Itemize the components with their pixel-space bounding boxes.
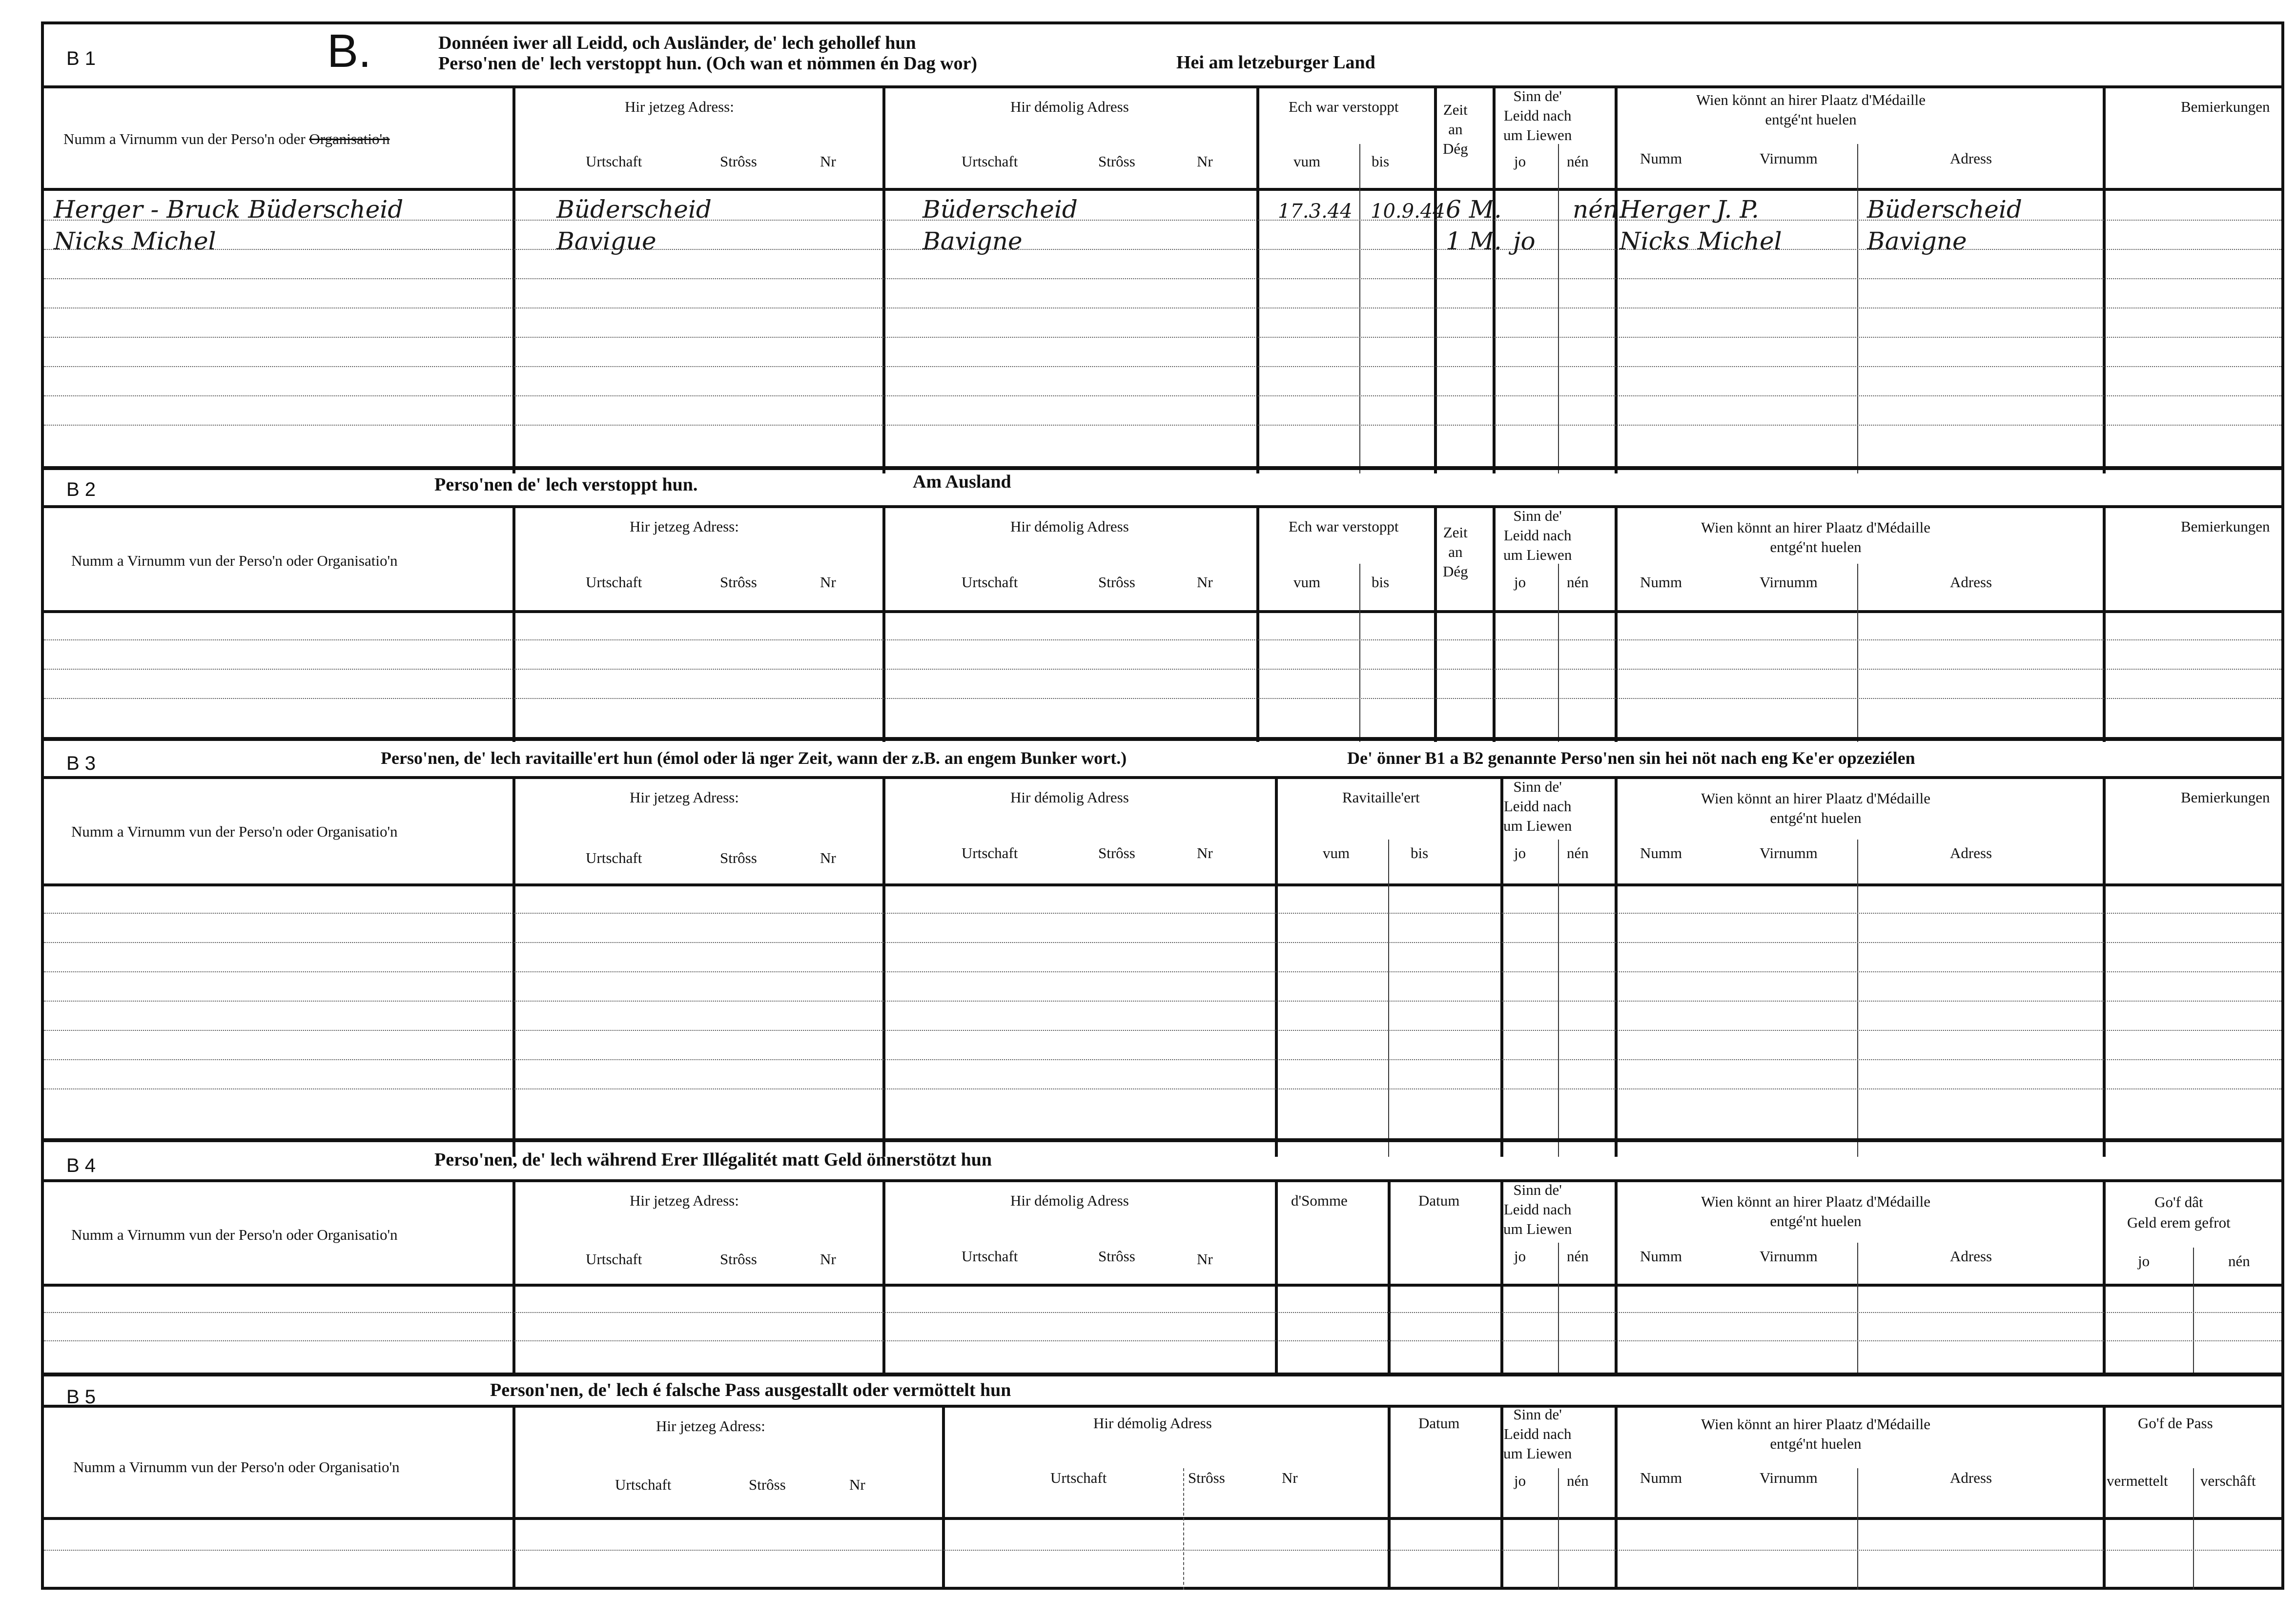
entry-name: Nicks Michel — [54, 227, 216, 255]
section-title: Perso'nen de' lech verstoppt hun. — [434, 474, 698, 495]
row-line — [44, 971, 2281, 972]
col-procured: verschâft — [2200, 1472, 2256, 1489]
col-nr: Nr — [1197, 574, 1213, 591]
col-nr: Nr — [820, 1251, 836, 1268]
col-line — [1493, 85, 1496, 473]
col-yes: jo — [2138, 1252, 2150, 1270]
row-line — [44, 698, 2281, 699]
col-street: Strôss — [1098, 574, 1135, 591]
section-title: Donnéen iwer all Leidd, och Ausländer, de' lech gehollef hun — [438, 33, 916, 53]
row-line — [44, 669, 2281, 670]
col-line — [2103, 1179, 2106, 1376]
col-current-address: Hir jetzeg Adress: — [656, 1417, 765, 1435]
col-date: Datum — [1418, 1415, 1460, 1432]
col-line — [1388, 1405, 1391, 1590]
col-m-name: Numm — [1640, 1248, 1682, 1265]
col-place: Urtschaft — [586, 1251, 642, 1268]
section-b4 — [44, 1142, 2281, 1376]
col-line — [1256, 505, 1259, 742]
col-name-header: Numm a Virnumm vun der Perso'n oder Organisatio'n — [71, 823, 398, 840]
divider — [1558, 188, 1559, 473]
col-no: nén — [1567, 1472, 1589, 1489]
col-yes: jo — [1514, 844, 1526, 862]
col-place: Urtschaft — [615, 1476, 672, 1493]
col-nr: Nr — [1197, 153, 1213, 170]
col-line — [1388, 1179, 1391, 1376]
col-days: Zeit an Dég — [1443, 524, 1468, 580]
col-line — [1256, 85, 1259, 473]
section-label: B 2 — [66, 479, 96, 500]
col-line — [1500, 1179, 1503, 1376]
col-line — [512, 85, 515, 473]
col-nr: Nr — [1282, 1469, 1298, 1486]
col-place: Urtschaft — [586, 849, 642, 866]
divider — [1558, 564, 1559, 742]
col-date: Datum — [1418, 1192, 1460, 1209]
col-to: bis — [1372, 574, 1390, 591]
row-line — [44, 1030, 2281, 1031]
section-b3 — [44, 742, 2281, 1157]
col-street: Strôss — [720, 849, 757, 866]
col-nr: Nr — [820, 574, 836, 591]
col-nr: Nr — [820, 849, 836, 866]
col-line — [1275, 776, 1278, 1157]
col-no: nén — [1567, 844, 1589, 862]
col-street: Strôss — [749, 1476, 786, 1493]
col-m-first: Virnumm — [1760, 574, 1818, 591]
col-remarks: Bemierkungen — [2181, 518, 2270, 535]
col-mediated: vermettelt — [2107, 1472, 2168, 1489]
col-alive: Sinn de' Leidd nach um Liewen — [1503, 1181, 1572, 1237]
col-line — [512, 1179, 515, 1376]
divider — [1857, 840, 1858, 1157]
col-name-header: Numm a Virnumm vun der Perso'n oder Organisatio'n — [71, 552, 398, 569]
section-header-b3 — [44, 742, 2281, 779]
col-to: bis — [1372, 153, 1390, 170]
row-line — [44, 1059, 2281, 1060]
col-line — [1500, 776, 1503, 1157]
col-line — [882, 505, 885, 742]
row-line — [44, 337, 2281, 338]
col-m-first: Virnumm — [1760, 1469, 1818, 1486]
col-m-address: Adress — [1950, 574, 1992, 591]
col-line — [882, 776, 885, 1157]
divider — [1857, 188, 1858, 473]
entry-from: 17.3.44 — [1278, 200, 1353, 223]
col-sum: d'Somme — [1291, 1192, 1348, 1209]
col-medal: Wien könnt an hirer Plaatz d'Médaille entgé'nt huelen — [1701, 1193, 1931, 1230]
entry-days: 1 M. — [1446, 227, 1502, 255]
col-former-address: Hir démolig Adress — [1010, 789, 1129, 806]
col-former-address: Hir démolig Adress — [1010, 518, 1129, 535]
entry-current-place: Büderscheid — [556, 195, 712, 224]
row-line — [44, 913, 2281, 914]
col-street: Strôss — [720, 574, 757, 591]
col-m-name: Numm — [1640, 574, 1682, 591]
section-label: B 3 — [66, 753, 96, 774]
col-place: Urtschaft — [1050, 1469, 1107, 1486]
section-header-b2 — [44, 466, 2281, 508]
row-line — [44, 395, 2281, 396]
col-remarks: Bemierkungen — [2181, 98, 2270, 115]
col-alive: Sinn de' Leidd nach um Liewen — [1503, 778, 1572, 834]
section-end — [44, 1138, 2281, 1142]
col-alive: Sinn de' Leidd nach um Liewen — [1503, 87, 1572, 144]
col-former-address: Hir démolig Adress — [1010, 1192, 1129, 1209]
section-subtitle: Perso'nen de' lech verstoppt hun. (Och wan et nömmen én Dag wor) — [438, 53, 978, 74]
col-no: nén — [2228, 1252, 2250, 1270]
divider — [1857, 1468, 1858, 1590]
col-line — [882, 85, 885, 473]
col-current-address: Hir jetzeg Adress: — [630, 1192, 739, 1209]
entry-former-place: Büderscheid — [922, 195, 1078, 224]
row-line — [44, 942, 2281, 943]
entry-current-place: Bavigue — [556, 227, 656, 255]
col-medal: Wien könnt an hirer Plaatz d'Médaille entgé'nt huelen — [1696, 91, 1926, 128]
col-m-first: Virnumm — [1760, 150, 1818, 167]
col-nr: Nr — [849, 1476, 865, 1493]
row-line — [44, 1550, 2281, 1551]
columns — [44, 1405, 2281, 1590]
divider — [1558, 1243, 1559, 1376]
entry-yes: jo — [1513, 227, 1536, 255]
section-end — [44, 737, 2281, 741]
row-line — [44, 425, 2281, 426]
divider — [2193, 1468, 2194, 1590]
divider — [1359, 564, 1360, 742]
col-days: Zeit an Dég — [1443, 101, 1468, 157]
entry-medal-name: Nicks Michel — [1620, 227, 1782, 255]
col-from: vum — [1323, 844, 1350, 862]
divider — [1388, 840, 1389, 1157]
col-m-address: Adress — [1950, 844, 1992, 862]
col-name-header: Numm a Virnumm vun der Perso'n oder Organisatio'n — [63, 130, 390, 147]
col-money-given: Go'f dât Geld erem gefrot — [2127, 1193, 2231, 1231]
columns — [44, 85, 2281, 473]
section-title-b: De' önner B1 a B2 genannte Perso'nen sin hei nöt nach eng Ke'er opzeziélen — [1347, 748, 1915, 768]
col-remarks: Bemierkungen — [2181, 789, 2270, 806]
col-place: Urtschaft — [586, 574, 642, 591]
divider — [1558, 840, 1559, 1157]
divider — [1359, 188, 1360, 473]
col-place: Urtschaft — [962, 574, 1018, 591]
section-title-b: Am Ausland — [913, 472, 1011, 492]
col-no: nén — [1567, 1248, 1589, 1265]
col-line — [1434, 505, 1437, 742]
col-m-name: Numm — [1640, 844, 1682, 862]
col-to: bis — [1411, 844, 1429, 862]
col-m-first: Virnumm — [1760, 844, 1818, 862]
col-line — [882, 1179, 885, 1376]
col-nr: Nr — [1197, 844, 1213, 862]
col-current-address: Hir jetzeg Adress: — [630, 789, 739, 806]
col-current-address: Hir jetzeg Adress: — [625, 98, 734, 115]
col-m-name: Numm — [1640, 150, 1682, 167]
col-current-address: Hir jetzeg Adress: — [630, 518, 739, 535]
entry-former-place: Bavigne — [922, 227, 1023, 255]
row-line — [44, 1088, 2281, 1089]
col-street: Strôss — [1188, 1469, 1225, 1486]
col-line — [2103, 85, 2106, 473]
col-from: vum — [1293, 153, 1321, 170]
columns — [44, 505, 2281, 742]
col-former-address: Hir démolig Adress — [1093, 1415, 1212, 1432]
section-title: Perso'nen, de' lech während Erer Illégalitét matt Geld önnerstötzt hun — [434, 1149, 992, 1170]
row-line — [44, 1340, 2281, 1341]
col-place: Urtschaft — [962, 844, 1018, 862]
section-header-b5 — [44, 1376, 2281, 1408]
col-street: Strôss — [720, 153, 757, 170]
row-line — [44, 366, 2281, 367]
col-former-address: Hir démolig Adress — [1010, 98, 1129, 115]
col-pass-given: Go'f de Pass — [2138, 1415, 2213, 1432]
col-yes: jo — [1514, 1472, 1526, 1489]
col-alive: Sinn de' Leidd nach um Liewen — [1503, 507, 1572, 563]
col-line — [1615, 505, 1618, 742]
col-line — [1493, 505, 1496, 742]
form-sheet — [41, 21, 2284, 1590]
entry-no: nén — [1573, 195, 1619, 224]
divider — [1558, 1468, 1559, 1590]
entry-name: Herger - Bruck Büderscheid — [54, 195, 404, 224]
row-line — [44, 1312, 2281, 1313]
entry-medal-address: Büderscheid — [1867, 195, 2022, 224]
col-name-header: Numm a Virnumm vun der Perso'n oder Organisatio'n — [71, 1226, 398, 1243]
col-street: Strôss — [1098, 153, 1135, 170]
col-street: Strôss — [1098, 1248, 1135, 1265]
col-line — [512, 505, 515, 742]
col-line — [512, 776, 515, 1157]
col-place: Urtschaft — [962, 153, 1018, 170]
col-from: vum — [1293, 574, 1321, 591]
entry-medal-name: Herger J. P. — [1620, 195, 1759, 224]
section-b1 — [44, 24, 2281, 473]
section-header-b1 — [44, 24, 2281, 88]
col-line — [1615, 776, 1618, 1157]
col-street: Strôss — [1098, 844, 1135, 862]
col-place: Urtschaft — [586, 153, 642, 170]
section-label: B 1 — [66, 48, 96, 69]
col-alive: Sinn de' Leidd nach um Liewen — [1503, 1406, 1572, 1462]
col-street: Strôss — [720, 1251, 757, 1268]
col-m-address: Adress — [1950, 1248, 1992, 1265]
section-label: B 4 — [66, 1155, 96, 1176]
col-line — [512, 1405, 515, 1590]
col-medal: Wien könnt an hirer Plaatz d'Médaille entgé'nt huelen — [1701, 1415, 1931, 1452]
col-place: Urtschaft — [962, 1248, 1018, 1265]
section-label: B 5 — [66, 1386, 96, 1408]
section-header-b4 — [44, 1142, 2281, 1182]
col-yes: jo — [1514, 153, 1526, 170]
col-hidden: Ech war verstoppt — [1289, 518, 1399, 535]
col-nr: Nr — [820, 153, 836, 170]
section-title: Perso'nen, de' lech ravitaille'ert hun (émol oder lä nger Zeit, wann der z.B. an engem Bunker wort.) — [381, 748, 1127, 768]
col-yes: jo — [1514, 574, 1526, 591]
col-line — [942, 1405, 945, 1590]
col-line — [1275, 1179, 1278, 1376]
col-line — [2103, 505, 2106, 742]
section-b2 — [44, 466, 2281, 742]
row-line — [44, 639, 2281, 640]
columns — [44, 1179, 2281, 1376]
section-end — [44, 1373, 2281, 1376]
col-no: nén — [1567, 153, 1589, 170]
col-m-address: Adress — [1950, 150, 1992, 167]
col-line — [2103, 776, 2106, 1157]
col-m-address: Adress — [1950, 1469, 1992, 1486]
col-name-header: Numm a Virnumm vun der Perso'n oder Organisatio'n — [73, 1458, 400, 1476]
col-m-name: Numm — [1640, 1469, 1682, 1486]
divider — [1857, 564, 1858, 742]
col-line — [2103, 1405, 2106, 1590]
col-supplied: Ravitaille'ert — [1342, 789, 1420, 806]
col-no: nén — [1567, 574, 1589, 591]
divider — [1857, 1243, 1858, 1376]
col-line — [1500, 1405, 1503, 1590]
col-line — [1615, 85, 1618, 473]
entry-to: 10.9.44 — [1371, 200, 1445, 223]
section-b5 — [44, 1376, 2281, 1590]
section-subtitle-b: Hei am letzeburger Land — [1176, 52, 1375, 73]
columns — [44, 776, 2281, 1157]
form-letter: B. — [327, 25, 371, 77]
col-medal: Wien könnt an hirer Plaatz d'Médaille entgé'nt huelen — [1701, 519, 1931, 555]
col-medal: Wien könnt an hirer Plaatz d'Médaille entgé'nt huelen — [1701, 790, 1931, 826]
row-line — [44, 1001, 2281, 1002]
col-line — [1434, 85, 1437, 473]
entry-medal-address: Bavigne — [1867, 227, 1967, 255]
divider — [1183, 1468, 1184, 1590]
col-m-first: Virnumm — [1760, 1248, 1818, 1265]
col-line — [1615, 1179, 1618, 1376]
entry-days: 6 M. — [1446, 195, 1502, 224]
col-hidden: Ech war verstoppt — [1289, 98, 1399, 115]
col-line — [1615, 1405, 1618, 1590]
col-yes: jo — [1514, 1248, 1526, 1265]
col-nr: Nr — [1197, 1251, 1213, 1268]
row-line — [44, 278, 2281, 279]
section-title: Person'nen, de' lech é falsche Pass ausgestallt oder vermöttelt hun — [490, 1380, 1011, 1400]
